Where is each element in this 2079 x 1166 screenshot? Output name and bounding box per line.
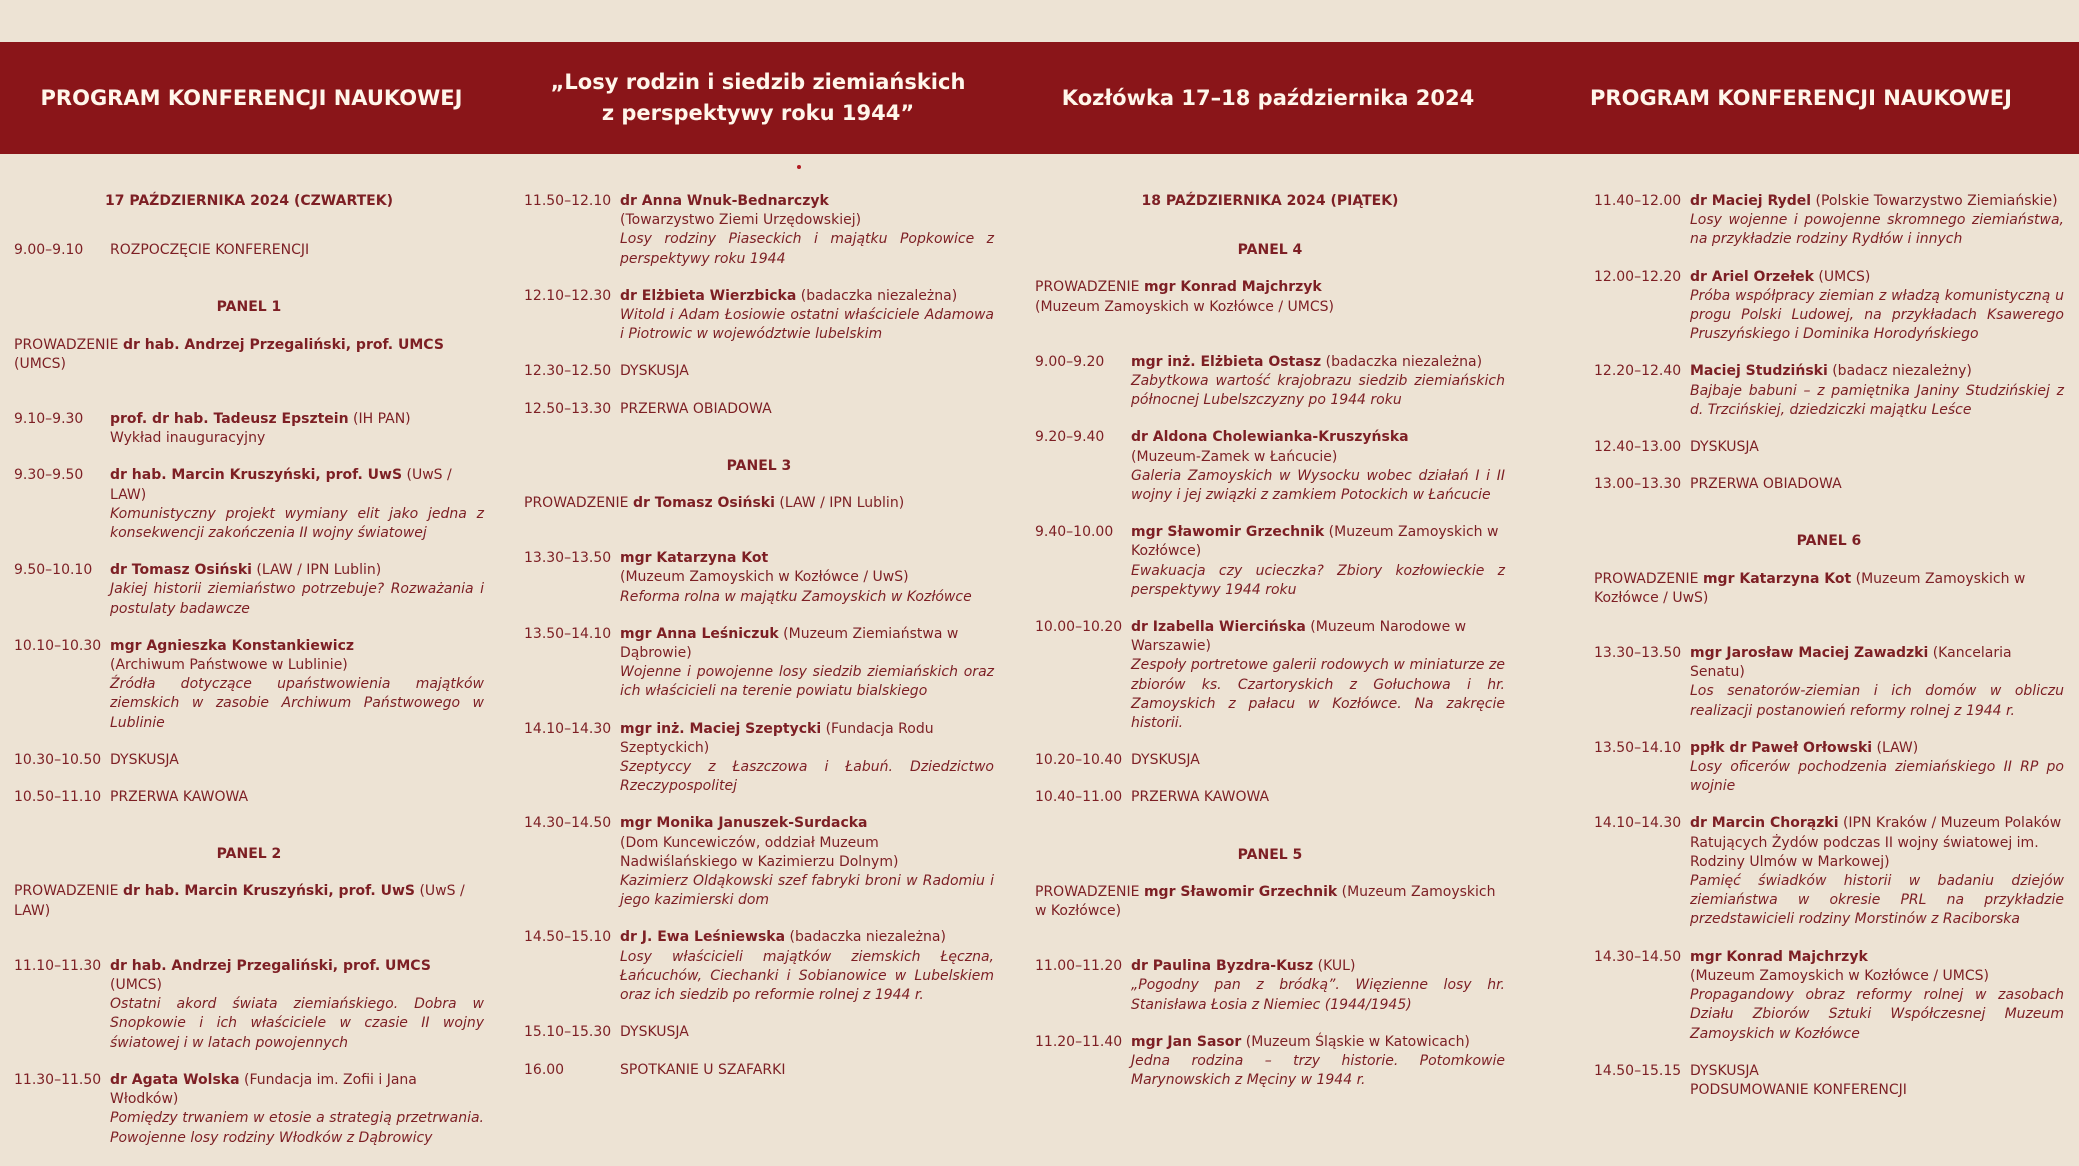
chair-affiliation: (LAW / IPN Lublin)	[779, 495, 905, 512]
program-entry	[1594, 362, 2064, 420]
column-day1-b	[524, 192, 994, 1098]
chair-name: mgr Sławomir Grzechnik	[1143, 883, 1338, 900]
program-entry	[14, 241, 484, 260]
talk-title: Zespoły portretowe galerii rodowych w miniaturze ze zbiorów ks. Czartoryskich z Gołuchowa i hr. Zamoyskich z pałacu w Kozłówce. Na zakręcie historii.	[1131, 657, 1505, 732]
speaker-name: dr Maciej Rydel	[1690, 193, 1812, 209]
entry-time: 11.40–12.00	[1594, 193, 1682, 209]
chair-affiliation: (Muzeum Zamoyskich w Kozłówce / UwS)	[1594, 570, 2026, 606]
panel-heading: PANEL 1	[216, 299, 282, 316]
chair-name: dr hab. Andrzej Przegaliński, prof. UMCS	[122, 336, 444, 353]
talk-title: Ewakuacja czy ucieczka? Zbiory kozłowieckie z perspektywy 1944 roku	[1131, 562, 1505, 598]
talk-title: Próba współpracy ziemian z władzą komunistyczną u progu Polski Ludowej, na przykładach Ksawerego Pruszyńskiego i Dominika Horodyńskiego	[1690, 287, 2064, 343]
entry-time: 9.00–9.10	[14, 242, 84, 259]
entry-speaker-line	[110, 466, 484, 504]
panel-chair	[14, 882, 484, 920]
talk-title: Kazimierz Oldąkowski szef fabryki broni w Radomiu i jego kazimierski dom	[620, 873, 994, 909]
speaker-affiliation: (Muzeum-Zamek w Łańcucie)	[1131, 448, 1338, 465]
entry-speaker-line	[110, 561, 484, 580]
program-entry	[1035, 957, 1505, 1015]
chair-affiliation: (Muzeum Zamoyskich w Kozłówce / UMCS)	[1035, 298, 1334, 315]
program-entry	[524, 362, 994, 381]
chair-name: mgr Konrad Majchrzyk	[1143, 279, 1322, 296]
speaker-name: mgr Monika Januszek-Surdacka	[620, 815, 868, 832]
entry-speaker-line	[110, 957, 484, 995]
speaker-name: mgr Katarzyna Kot	[620, 550, 769, 567]
program-entry	[1035, 353, 1505, 411]
speaker-name: mgr Jan Sasor	[1131, 1033, 1242, 1050]
entry-speaker-line	[1690, 739, 2064, 758]
program-entry	[524, 814, 994, 910]
program-entry	[1035, 618, 1505, 733]
entry-content	[1131, 618, 1505, 733]
session-label: Wykład inauguracyjny	[110, 430, 266, 447]
entry-speaker-line	[620, 549, 994, 568]
chair-label: PROWADZENIE	[14, 883, 119, 900]
speaker-affiliation: (Muzeum Narodowe w Warszawie)	[1131, 619, 1467, 655]
session-label: PRZERWA KAWOWA	[110, 789, 249, 806]
entry-time: 9.20–9.40	[1035, 429, 1105, 446]
speaker-affiliation: (Archiwum Państwowe w Lublinie)	[110, 657, 348, 674]
speaker-affiliation: (UMCS)	[1818, 268, 1871, 285]
talk-title: Ostatni akord świata ziemiańskiego. Dobra w Snopkowie i ich właściciele w czasie II wojny światowej i w latach powojennych	[110, 996, 484, 1051]
entry-content	[1131, 957, 1505, 1015]
entry-content	[110, 410, 484, 448]
entry-content	[620, 720, 994, 797]
entry-content	[1690, 438, 2064, 457]
entry-content	[110, 241, 484, 260]
entry-content	[1131, 751, 1505, 770]
entry-content	[110, 466, 484, 543]
header-right-text: PROGRAM KONFERENCJI NAUKOWEJ	[1590, 85, 2012, 110]
header-band	[0, 42, 2079, 154]
talk-title: „Pogodny pan z bródką”. Więzienne losy hr. Stanisława Łosia z Niemiec (1944/1945)	[1131, 977, 1505, 1013]
program-entry	[1594, 475, 2064, 494]
entry-time: 14.50–15.10	[524, 929, 612, 946]
program-entry	[524, 549, 994, 607]
talk-title: Bajbaje babuni – z pamiętnika Janiny Studzińskiej z d. Trzcińskiej, dziedziczki majątku Leśce	[1690, 382, 2064, 418]
speaker-affiliation: (IPN Kraków / Muzeum Polaków Ratujących Żydów podczas II wojny światowej im. Rodziny Ulmów w Markowej)	[1690, 815, 2062, 870]
column-day2-b	[1594, 192, 2064, 1118]
speaker-affiliation: (Kancelaria Senatu)	[1690, 645, 2012, 681]
program-entry	[1594, 438, 2064, 457]
header-left-text: PROGRAM KONFERENCJI NAUKOWEJ	[40, 85, 463, 110]
chair-label: PROWADZENIE	[1594, 570, 1699, 587]
talk-title: Losy właścicieli majątków ziemskich Łęczna, Łańcuchów, Ciechanki i Sobianowice w Lubelskiem oraz ich siedzib po reformie rolnej z 1944 r.	[620, 948, 994, 1004]
chair-label: PROWADZENIE	[1035, 883, 1140, 900]
entry-speaker-line	[1131, 618, 1505, 656]
program-entry	[1594, 192, 2064, 250]
talk-title: Propagandowy obraz reformy rolnej w zasobach Działu Zbiorów Sztuki Współczesnej Muzeum Zamoyskich w Kozłówce	[1690, 987, 2064, 1042]
program-entry	[1035, 751, 1505, 770]
speaker-name: dr Paulina Byzdra-Kusz	[1131, 958, 1314, 975]
speaker-affiliation: (Fundacja Rodu Szeptyckich)	[620, 720, 934, 756]
program-entry	[1594, 739, 2064, 797]
speaker-affiliation: (badaczka niezależna)	[800, 287, 958, 304]
talk-title: Witold i Adam Łosiowie ostatni właściciele Adamowa i Piotrowic w województwie lubelskim	[620, 307, 994, 343]
speaker-name: mgr inż. Elżbieta Ostasz	[1131, 353, 1322, 370]
entry-time: 9.10–9.30	[14, 411, 84, 428]
chair-name: mgr Katarzyna Kot	[1702, 570, 1852, 587]
talk-title: Wojenne i powojenne losy siedzib ziemiańskich oraz ich właścicieli na terenie powiatu bialskiego	[620, 664, 994, 700]
speaker-affiliation: (Polskie Towarzystwo Ziemiańskie)	[1815, 193, 2058, 209]
entry-speaker-line	[110, 410, 484, 429]
speaker-name: dr J. Ewa Leśniewska	[620, 929, 786, 946]
speaker-name: dr Izabella Wiercińska	[1131, 619, 1306, 636]
entry-content	[1690, 644, 2064, 721]
program-entry	[14, 410, 484, 448]
entry-time: 14.10–14.30	[1594, 815, 1682, 832]
entry-time: 11.50–12.10	[524, 193, 612, 209]
entry-content	[1131, 788, 1505, 807]
entry-time: 10.00–10.20	[1035, 619, 1123, 636]
speaker-name: dr Elżbieta Wierzbicka	[620, 287, 797, 304]
entry-speaker-line	[1690, 644, 2064, 682]
talk-title: Galeria Zamoyskich w Wysocku wobec działań I i II wojny i jej związki z zamkiem Potockich w Łańcucie	[1131, 467, 1505, 504]
speaker-name: dr Tomasz Osiński	[110, 562, 252, 579]
speaker-name: mgr Anna Leśniczuk	[620, 625, 779, 642]
talk-title: Szeptyccy z Łaszczowa i Łabuń. Dziedzictwo Rzeczypospolitej	[620, 759, 994, 795]
speaker-affiliation: (Muzeum Ziemiaństwa w Dąbrowie)	[620, 625, 959, 662]
speaker-name: dr hab. Andrzej Przegaliński, prof. UMCS	[110, 957, 431, 974]
program-entry	[14, 637, 484, 733]
speaker-name: mgr Jarosław Maciej Zawadzki	[1690, 645, 1929, 662]
conference-title-line1: „Losy rodzin i siedzib ziemiańskich	[550, 70, 966, 94]
entry-time: 11.20–11.40	[1035, 1033, 1123, 1050]
entry-time: 14.30–14.50	[524, 815, 612, 832]
entry-content	[620, 1023, 994, 1042]
entry-content	[1131, 428, 1505, 505]
program-entry	[1035, 428, 1505, 505]
talk-title: Losy wojenne i powojenne skromnego ziemiaństwa, na przykładzie rodziny Rydłów i innych	[1690, 212, 2064, 248]
speaker-affiliation: (badaczka niezależna)	[1325, 353, 1483, 370]
speaker-name: mgr Sławomir Grzechnik	[1131, 524, 1325, 541]
session-label: SPOTKANIE U SZAFARKI	[620, 1061, 786, 1078]
program-entry	[14, 788, 484, 807]
entry-speaker-line	[1131, 428, 1505, 447]
speaker-affiliation: (UMCS)	[110, 977, 162, 994]
conference-title	[503, 42, 1013, 154]
speaker-name: mgr Konrad Majchrzyk	[1690, 948, 1868, 965]
talk-title: Źródła dotyczące upaństwowienia majątków ziemskich w zasobie Archiwum Państwowego w Lublinie	[110, 676, 484, 731]
entry-content	[110, 957, 484, 1053]
talk-title: Los senatorów-ziemian i ich domów w obliczu realizacji postanowień reformy rolnej z 1944 r.	[1690, 683, 2064, 719]
session-label: ROZPOCZĘCIE KONFERENCJI	[110, 242, 310, 259]
entry-speaker-line	[620, 928, 994, 947]
talk-title: Losy oficerów pochodzenia ziemiańskiego II RP po wojnie	[1690, 759, 2064, 795]
entry-speaker-line	[1131, 523, 1505, 561]
program-entry	[524, 400, 994, 419]
conference-place-text: Kozłówka 17–18 października 2024	[1061, 85, 1475, 110]
entry-time: 11.30–11.50	[14, 1071, 102, 1088]
entry-speaker-line	[110, 637, 484, 656]
program-entry	[14, 561, 484, 619]
entry-time: 15.10–15.30	[524, 1024, 612, 1041]
talk-title: Komunistyczny projekt wymiany elit jako jedna z konsekwencji zakończenia II wojny światowej	[110, 505, 484, 542]
session-label: PRZERWA OBIADOWA	[620, 400, 772, 417]
entry-speaker-line	[1690, 268, 2064, 287]
entry-speaker-line	[620, 625, 994, 663]
program-entry	[1594, 948, 2064, 1044]
session-label: PODSUMOWANIE KONFERENCJI	[1690, 1081, 1907, 1098]
entry-time: 10.50–11.10	[14, 789, 102, 806]
program-entry	[1594, 644, 2064, 721]
speaker-name: dr Marcin Chorązki	[1690, 815, 1839, 832]
entry-content	[110, 788, 484, 807]
entry-time: 12.00–12.20	[1594, 268, 1682, 285]
chair-affiliation: (Muzeum Zamoyskich w Kozłówce)	[1035, 883, 1496, 920]
entry-time: 9.40–10.00	[1035, 524, 1114, 541]
program-entry	[524, 625, 994, 702]
program-entry	[14, 751, 484, 770]
program-entry	[524, 928, 994, 1005]
program-entry	[524, 1023, 994, 1042]
entry-time: 13.50–14.10	[524, 625, 612, 642]
entry-time: 11.00–11.20	[1035, 958, 1123, 975]
talk-title: Losy rodziny Piaseckich i majątku Popkowice z perspektywy roku 1944	[620, 231, 994, 267]
entry-content	[1690, 948, 2064, 1044]
speaker-name: Maciej Studziński	[1690, 363, 1828, 380]
entry-speaker-line	[620, 287, 994, 306]
entry-content	[1690, 1062, 2064, 1100]
panel-heading: PANEL 4	[1237, 242, 1303, 259]
entry-content	[620, 287, 994, 345]
chair-affiliation: (UMCS)	[14, 355, 66, 372]
program-entry	[524, 1061, 994, 1080]
speaker-name: dr Agata Wolska	[110, 1071, 240, 1088]
program-entry	[1035, 1033, 1505, 1091]
program-entry	[14, 466, 484, 543]
entry-time: 12.20–12.40	[1594, 363, 1682, 380]
panel-chair	[524, 494, 994, 513]
session-label: PRZERWA OBIADOWA	[1690, 476, 1842, 493]
chair-affiliation: (UwS / LAW)	[14, 883, 465, 919]
talk-title: Jedna rodzina – trzy historie. Potomkowie Marynowskich z Męciny w 1944 r.	[1131, 1053, 1505, 1089]
entry-content	[1690, 814, 2064, 929]
entry-content	[620, 549, 994, 607]
program-entry	[1594, 814, 2064, 929]
speaker-affiliation: (Dom Kuncewiczów, oddział Muzeum Nadwiślańskiego w Kazimierzu Dolnym)	[620, 834, 899, 870]
panel-heading: PANEL 5	[1237, 846, 1303, 863]
session-label: DYSKUSJA	[1690, 439, 1759, 456]
entry-content	[1131, 353, 1505, 411]
entry-time: 14.50–15.15	[1594, 1062, 1682, 1079]
entry-content	[110, 561, 484, 619]
entry-speaker-line	[1131, 957, 1505, 976]
entry-content	[110, 1071, 484, 1148]
entry-time: 9.30–9.50	[14, 467, 84, 484]
entry-time: 11.10–11.30	[14, 957, 102, 974]
entry-time: 12.30–12.50	[524, 363, 612, 380]
decorative-dot	[797, 165, 801, 169]
entry-content	[620, 625, 994, 702]
speaker-affiliation: (Muzeum Zamoyskich w Kozłówce / UMCS)	[1690, 967, 1989, 984]
speaker-name: ppłk dr Paweł Orłowski	[1690, 739, 1873, 756]
chair-label: PROWADZENIE	[14, 336, 119, 353]
speaker-name: mgr Agnieszka Konstankiewicz	[110, 637, 355, 654]
speaker-affiliation: (LAW)	[1876, 739, 1919, 756]
session-label: DYSKUSJA	[620, 363, 689, 380]
program-entry	[524, 287, 994, 345]
panel-chair	[1035, 883, 1505, 921]
speaker-name: prof. dr hab. Tadeusz Epsztein	[110, 411, 349, 428]
entry-time: 9.50–10.10	[14, 562, 93, 579]
conference-title-line2: z perspektywy roku 1944”	[601, 101, 915, 125]
day-heading: 18 PAŹDZIERNIKA 2024 (PIĄTEK)	[1141, 193, 1399, 209]
entry-time: 16.00	[524, 1061, 565, 1078]
speaker-name: dr Anna Wnuk-Bednarczyk	[620, 193, 829, 209]
speaker-name: mgr inż. Maciej Szeptycki	[620, 720, 822, 737]
speaker-affiliation: (Muzeum Śląskie w Katowicach)	[1245, 1033, 1470, 1050]
entry-content	[1690, 192, 2064, 250]
entry-time: 14.30–14.50	[1594, 948, 1682, 965]
talk-title: Pomiędzy trwaniem w etosie a strategią przetrwania. Powojenne losy rodziny Włodków z Dąbrowicy	[110, 1110, 484, 1146]
panel-chair	[1035, 278, 1505, 316]
speaker-affiliation: (LAW / IPN Lublin)	[256, 562, 382, 579]
entry-speaker-line	[1131, 1033, 1505, 1052]
panel-heading: PANEL 3	[726, 457, 792, 474]
entry-time: 10.20–10.40	[1035, 752, 1123, 769]
entry-speaker-line	[1690, 814, 2064, 872]
entry-speaker-line	[1690, 948, 2064, 967]
entry-time: 12.50–13.30	[524, 400, 612, 417]
session-label: DYSKUSJA	[1690, 1062, 1759, 1079]
program-entry	[1035, 788, 1505, 807]
entry-time: 13.50–14.10	[1594, 739, 1682, 756]
entry-time: 9.00–9.20	[1035, 353, 1105, 370]
program-entry	[1594, 1062, 2064, 1100]
speaker-affiliation: (Fundacja im. Zofii i Jana Włodków)	[110, 1071, 417, 1108]
panel-chair	[14, 336, 484, 374]
entry-speaker-line	[1131, 353, 1505, 372]
entry-time: 13.30–13.50	[1594, 645, 1682, 662]
speaker-affiliation: (badacz niezależny)	[1832, 363, 1972, 380]
entry-content	[110, 637, 484, 733]
entry-content	[1690, 739, 2064, 797]
chair-name: dr Tomasz Osiński	[632, 495, 775, 512]
entry-content	[620, 362, 994, 381]
panel-heading: PANEL 2	[216, 846, 282, 863]
entry-content	[1131, 523, 1505, 600]
program-entry	[524, 720, 994, 797]
entry-content	[110, 751, 484, 770]
speaker-name: dr Ariel Orzełek	[1690, 268, 1814, 285]
speaker-name: dr hab. Marcin Kruszyński, prof. UwS	[110, 467, 403, 484]
entry-speaker-line	[620, 192, 994, 211]
entry-speaker-line	[620, 720, 994, 758]
entry-content	[1690, 362, 2064, 420]
entry-speaker-line	[110, 1071, 484, 1109]
session-label: PRZERWA KAWOWA	[1131, 789, 1270, 806]
speaker-affiliation: (IH PAN)	[353, 411, 411, 428]
speaker-affiliation: (Muzeum Zamoyskich w Kozłówce / UwS)	[620, 569, 909, 586]
speaker-affiliation: (Towarzystwo Ziemi Urzędowskiej)	[620, 212, 862, 229]
session-label: DYSKUSJA	[110, 751, 179, 768]
chair-label: PROWADZENIE	[524, 495, 629, 512]
entry-content	[620, 1061, 994, 1080]
entry-content	[1690, 268, 2064, 345]
speaker-affiliation: (badaczka niezależna)	[789, 929, 946, 946]
program-entry	[14, 1071, 484, 1148]
panel-heading: PANEL 6	[1796, 533, 1862, 550]
entry-speaker-line	[1690, 362, 2064, 381]
day-heading: 17 PAŹDZIERNIKA 2024 (CZWARTEK)	[105, 193, 393, 209]
panel-chair	[1594, 570, 2064, 608]
speaker-name: dr Aldona Cholewianka-Kruszyńska	[1131, 429, 1409, 446]
entry-time: 12.40–13.00	[1594, 439, 1682, 456]
entry-content	[620, 928, 994, 1005]
conference-place	[1013, 42, 1523, 154]
entry-time: 13.30–13.50	[524, 550, 612, 567]
entry-time: 14.10–14.30	[524, 720, 612, 737]
session-label: DYSKUSJA	[620, 1024, 689, 1041]
chair-label: PROWADZENIE	[1035, 279, 1140, 296]
talk-title: Reforma rolna w majątku Zamoyskich w Kozłówce	[620, 588, 972, 605]
column-day1-a	[14, 192, 484, 1166]
entry-time: 13.00–13.30	[1594, 476, 1682, 493]
talk-title: Jakiej historii ziemiaństwo potrzebuje? Rozważania i postulaty badawcze	[110, 581, 484, 617]
talk-title: Zabytkowa wartość krajobrazu siedzib ziemiańskich północnej Lubelszczyzny po 1944 roku	[1131, 373, 1505, 409]
session-label: DYSKUSJA	[1131, 752, 1200, 769]
entry-content	[620, 814, 994, 910]
header-right	[1523, 42, 2079, 154]
entry-content	[620, 192, 994, 269]
entry-time: 12.10–12.30	[524, 287, 612, 304]
program-entry	[1035, 523, 1505, 600]
entry-time: 10.40–11.00	[1035, 789, 1123, 806]
chair-name: dr hab. Marcin Kruszyński, prof. UwS	[122, 883, 415, 900]
program-entry	[524, 192, 994, 269]
entry-content	[1690, 475, 2064, 494]
talk-title: Pamięć świadków historii w badaniu dziejów ziemiaństwa w okresie PRL na przykładzie przedstawicieli rodziny Morstinów z Raciborska	[1690, 873, 2064, 928]
entry-time: 10.30–10.50	[14, 751, 102, 768]
program-entry	[1594, 268, 2064, 345]
column-day2-a	[1035, 192, 1505, 1109]
entry-time: 10.10–10.30	[14, 637, 102, 654]
speaker-affiliation: (UwS / LAW)	[110, 467, 452, 503]
entry-content	[620, 400, 994, 419]
entry-content	[1131, 1033, 1505, 1091]
entry-speaker-line	[1690, 192, 2064, 211]
header-left	[0, 42, 503, 154]
speaker-affiliation: (Muzeum Zamoyskich w Kozłówce)	[1131, 524, 1499, 560]
entry-speaker-line	[620, 814, 994, 833]
speaker-affiliation: (KUL)	[1317, 958, 1356, 975]
program-entry	[14, 957, 484, 1053]
